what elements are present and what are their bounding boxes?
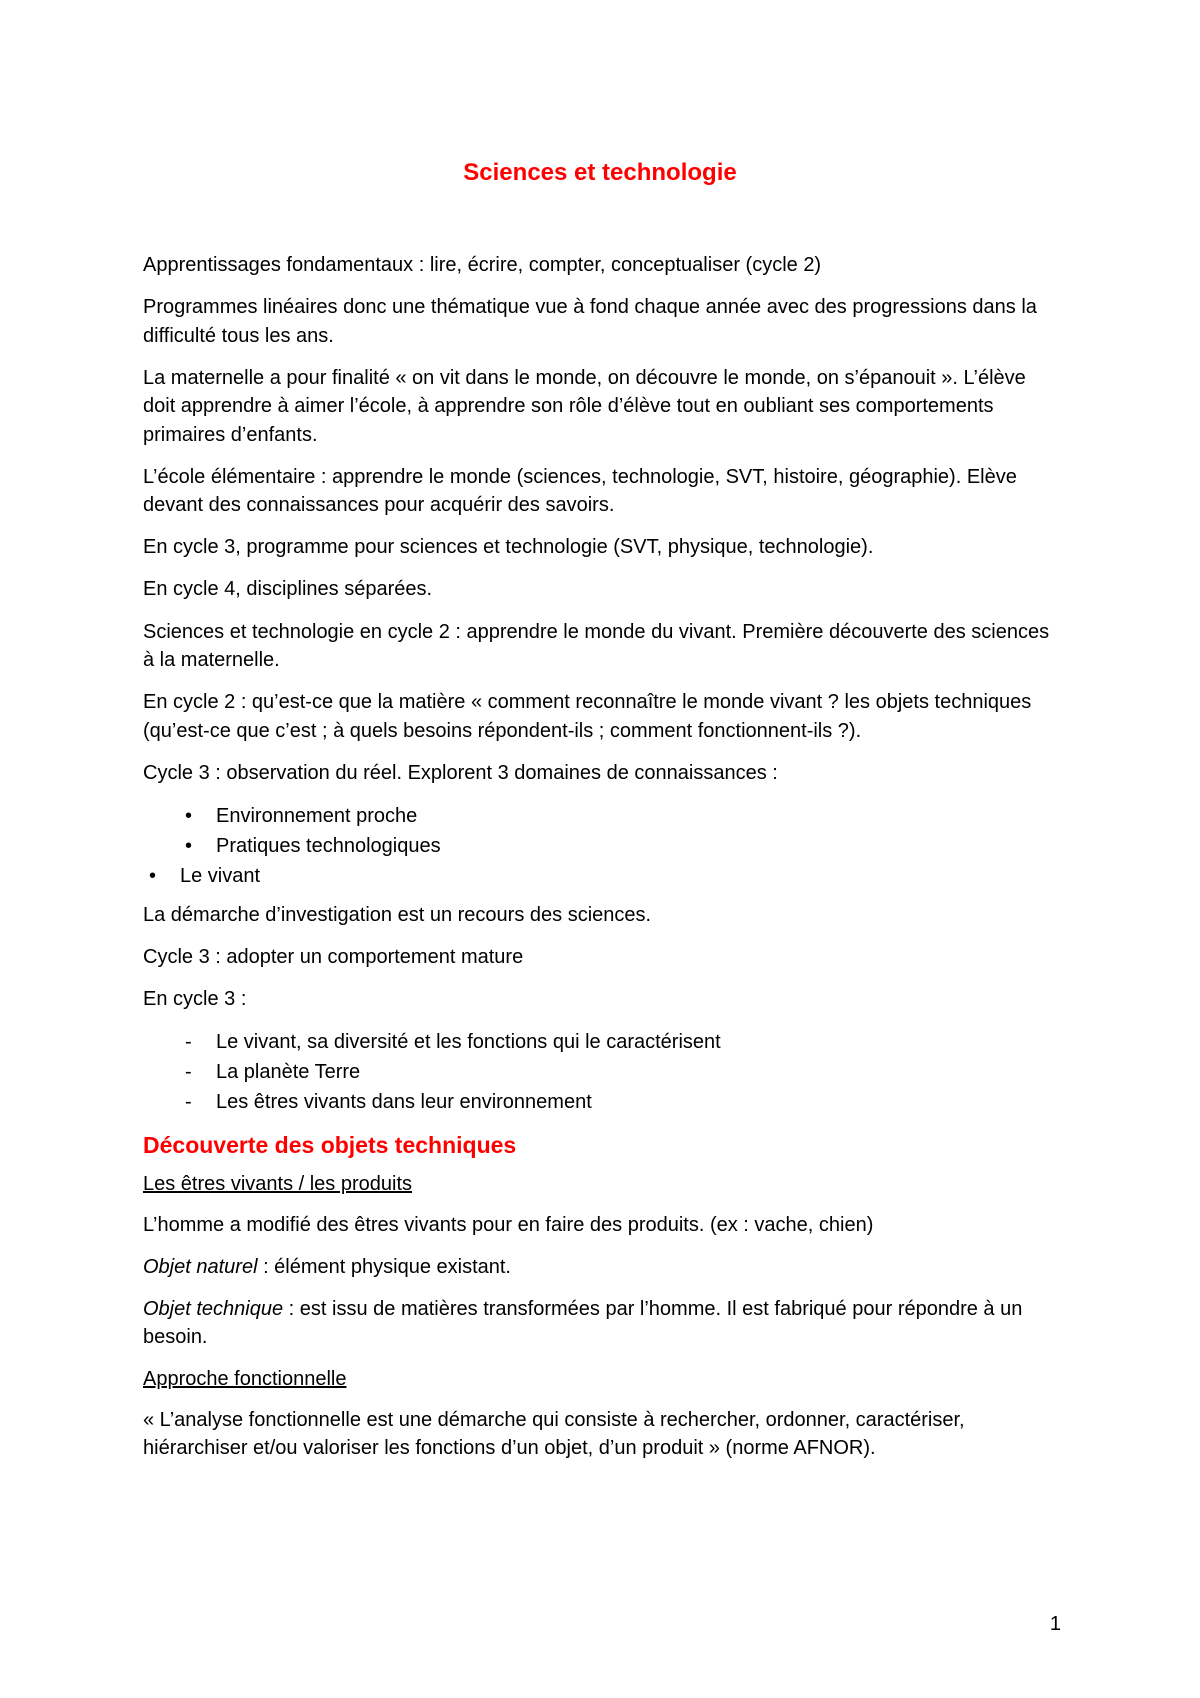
list-item [143,861,1063,891]
bullet-list [143,801,1063,891]
paragraph: Apprentissages fondamentaux : lire, écrire, compter, conceptualiser (cycle 2) [143,254,822,276]
bullet-icon: • [149,864,157,887]
paragraph: En cycle 3 : [143,988,247,1011]
paragraph: Programmes linéaires donc une thématique vue à fond chaque année avec des progressions dans la difficulté tous les ans. [143,296,1037,347]
body-text [143,251,1063,1477]
definition-text: : élément physique existant. [257,1255,511,1278]
paragraph: En cycle 2 : qu’est-ce que la matière « comment reconnaître le monde vivant ? les objets techniques (qu’est-ce que c’est ; à quels besoins répondent-ils ; comment fonctionnent-ils ?). [143,691,1032,742]
list-item-text: Environnement proche [216,804,418,827]
paragraph: Sciences et technologie en cycle 2 : apprendre le monde du vivant. Première découverte des sciences à la maternelle. [143,620,1050,672]
dash-list [143,1027,1063,1117]
definition [143,1295,1063,1352]
list-item [143,1057,1063,1087]
definition [143,1253,1063,1282]
subheading: Les êtres vivants / les produits [143,1173,413,1196]
paragraph: Cycle 3 : observation du réel. Explorent 3 domaines de connaissances : [143,761,778,784]
list-item-text: Le vivant, sa diversité et les fonctions qui le caractérisent [216,1031,721,1054]
dash-icon: - [185,1091,192,1114]
paragraph: L’homme a modifié des êtres vivants pour en faire des produits. (ex : vache, chien) [143,1213,874,1236]
list-item-text: Pratiques technologiques [216,834,441,857]
paragraph: « L’analyse fonctionnelle est une démarche qui consiste à rechercher, ordonner, caractériser, hiérarchiser et/ou valoriser les fonctions d’un objet, d’un produit » (norme AFNOR). [143,1408,965,1460]
list-item-text: Le vivant [180,864,261,887]
bullet-icon: • [185,834,193,857]
definition-term: Objet technique [143,1297,284,1320]
definition-text: : est issu de matières transformées par l’homme. Il est fabriqué pour répondre à un besoin. [143,1297,1023,1349]
definition-term: Objet naturel [143,1255,258,1278]
dash-icon: - [185,1061,192,1084]
subheading: Approche fonctionnelle [143,1368,347,1391]
page-number: 1 [1049,1613,1061,1635]
paragraph: La maternelle a pour finalité « on vit dans le monde, on découvre le monde, on s’épanouit ». L’élève doit apprendre à aimer l’école, à apprendre son rôle d’élève tout en oubliant ses comportements primaires d’enfants. [143,366,1026,446]
list-item [143,1087,1063,1117]
paragraph: Cycle 3 : adopter un comportement mature [143,945,524,968]
paragraph: La démarche d’investigation est un recours des sciences. [143,903,652,926]
list-item-text: Les êtres vivants dans leur environnement [216,1091,592,1114]
list-item [143,801,1063,831]
paragraph: En cycle 3, programme pour sciences et technologie (SVT, physique, technologie). [143,536,874,559]
dash-icon: - [185,1031,192,1054]
section-heading: Découverte des objets techniques [143,1132,517,1159]
paragraph: L’école élémentaire : apprendre le monde (sciences, technologie, SVT, histoire, géographie). Elève devant des connaissances pour acquérir des savoirs. [143,465,1017,517]
list-item-text: La planète Terre [216,1061,361,1084]
paragraph: En cycle 4, disciplines séparées. [143,578,433,601]
bullet-icon: • [185,804,193,827]
list-item [143,1027,1063,1057]
list-item [143,831,1063,861]
page-title: Sciences et technologie [463,159,737,186]
